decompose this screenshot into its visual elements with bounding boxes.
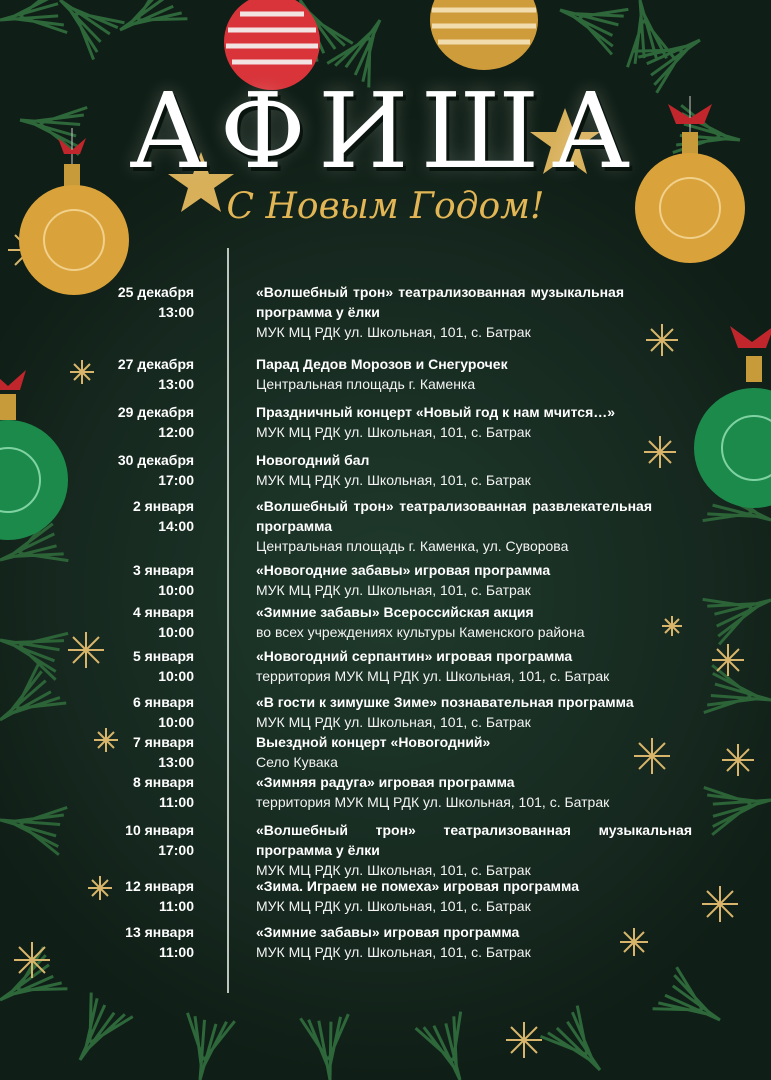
event-title: Выездной концерт «Новогодний» [256,734,491,750]
event-title: Парад Дедов Морозов и Снегурочек [256,356,508,372]
event-title: «Новогодний серпантин» игровая программа [256,648,573,664]
event-title: «Волшебный трон» театрализованная музыкальная программа у ёлки [256,822,692,858]
event-place: МУК МЦ РДК ул. Школьная, 101, с. Батрак [256,714,531,730]
event-title: «Зимняя радуга» игровая программа [256,774,515,790]
event-place: МУК МЦ РДК ул. Школьная, 101, с. Батрак [256,424,531,440]
event-place: Центральная площадь г. Каменка, ул. Суворова [256,538,569,554]
event-time: 11:00 [158,944,194,960]
event-place: территория МУК МЦ РДК ул. Школьная, 101, с. Батрак [256,668,610,684]
event-place: МУК МЦ РДК ул. Школьная, 101, с. Батрак [256,898,531,914]
event-place: МУК МЦ РДК ул. Школьная, 101, с. Батрак [256,472,531,488]
event-date: 6 января 10:00 [132,694,194,730]
event-place: МУК МЦ РДК ул. Школьная, 101, с. Батрак [256,582,531,598]
event-time: 13:00 [158,304,194,320]
event-title: «Новогодние забавы» игровая программа [256,562,551,578]
event-date: 30 декабря 17:00 [117,452,194,488]
event-time: 17:00 [158,842,194,858]
event-time: 11:00 [158,794,194,810]
event-time: 12:00 [158,424,194,440]
event-title: Новогодний бал [256,452,370,468]
timeline-divider [227,248,229,993]
event-time: 11:00 [158,898,194,914]
event-time: 13:00 [158,754,194,770]
event-title: Праздничный концерт «Новый год к нам мчится…» [256,404,616,420]
event-title: «Волшебный трон» театрализованная музыкальная программа у ёлки [256,284,624,320]
event-date: 2 января 14:00 [132,498,194,534]
event-date: 8 января 11:00 [132,774,194,810]
event-time: 14:00 [158,518,194,534]
event-date: 25 декабря 13:00 [117,284,194,320]
event-place: МУК МЦ РДК ул. Школьная, 101, с. Батрак [256,324,531,340]
event-place: Село Кувака [256,754,338,770]
event-place: МУК МЦ РДК ул. Школьная, 101, с. Батрак [256,862,531,878]
event-place: территория МУК МЦ РДК ул. Школьная, 101, с. Батрак [256,794,610,810]
event-place: Центральная площадь г. Каменка [256,376,476,392]
event-title: «Зимние забавы» игровая программа [256,924,520,940]
event-place: во всех учреждениях культуры Каменского района [256,624,585,640]
event-date: 3 января 10:00 [132,562,194,598]
event-title: «Зимние забавы» Всероссийская акция [256,604,534,620]
event-date: 12 января 11:00 [125,878,194,914]
event-date: 5 января 10:00 [132,648,194,684]
event-time: 13:00 [158,376,194,392]
event-date: 13 января 11:00 [125,924,194,960]
poster-title: АФИША [128,70,643,192]
event-time: 10:00 [158,714,194,730]
event-date: 29 декабря 12:00 [117,404,194,440]
event-date: 7 января 13:00 [132,734,194,770]
green-ornament-left [0,356,72,546]
gold-striped-ornament [428,0,540,72]
event-date: 4 января 10:00 [132,604,194,640]
event-time: 10:00 [158,668,194,684]
event-place: МУК МЦ РДК ул. Школьная, 101, с. Батрак [256,944,531,960]
event-time: 10:00 [158,582,194,598]
event-title: «Волшебный трон» театрализованная развлекательная программа [256,498,652,534]
event-title: «Зима. Играем не помеха» игровая программа [256,878,579,894]
event-date: 10 января 17:00 [125,822,194,858]
event-time: 10:00 [158,624,194,640]
poster-subtitle: С Новым Годом! [226,186,545,227]
event-time: 17:00 [158,472,194,488]
event-title: «В гости к зимушке Зиме» познавательная программа [256,694,634,710]
event-date: 27 декабря 13:00 [117,356,194,392]
